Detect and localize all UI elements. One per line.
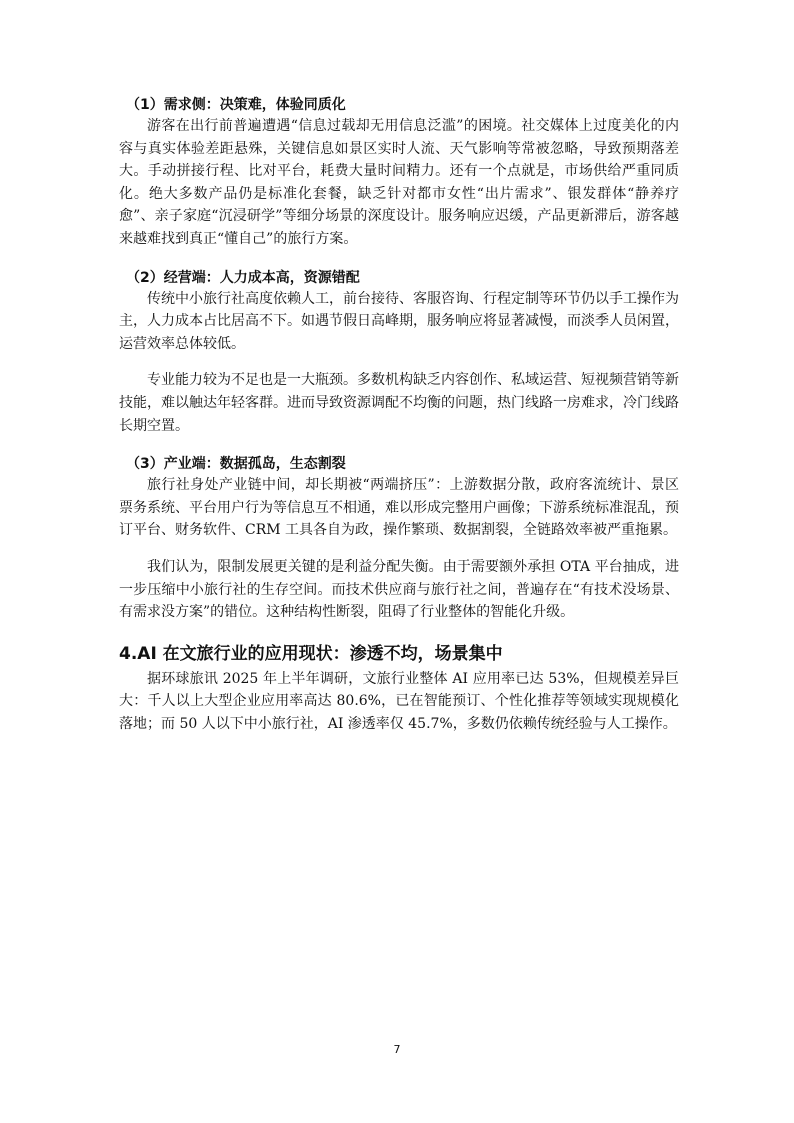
paragraph-industry-1: 旅行社身处产业链中间，却长期被“两端挤压”：上游数据分散，政府客流统计、景区票务系统、平台用户行为等信息互不相通，难以形成完整用户画像；下游系统标准混乱，预订平台、财务软件、CRM 工具各自为政，操作繁琐、数据割裂，全链路效率被严重拖累。	[119, 477, 679, 539]
paragraph-demand: 游客在出行前普遍遭遇“信息过载却无用信息泛滥”的困境。社交媒体上过度美化的内容与真实体验差距悬殊，关键信息如景区实时人流、天气影响等常被忽略，导致预期落差大。手动拼接行程、比对平台，耗费大量时间精力。还有一个点就是，市场供给严重同质化。绝大多数产品仍是标准化套餐，缺乏针对都市女性“出片需求”、银发群体“静养疗愈”、亲子家庭“沉浸研学”等细分场景的深度设计。服务响应迟缓，产品更新滞后，游客越来越难找到真正“懂自己”的旅行方案。	[119, 118, 679, 247]
spacer	[119, 251, 679, 269]
paragraph-industry-2: 我们认为，限制发展更关键的是利益分配失衡。由于需要额外承担 OTA 平台抽成，进一步压缩中小旅行社的生存空间。而技术供应商与旅行社之间，普遍存在“有技术没场景、有需求没方案”的错位。这种结构性断裂，阻碍了行业整体的智能化升级。	[119, 558, 679, 621]
spacer	[119, 624, 679, 642]
section-heading-operations: （2）经营端：人力成本高，资源错配	[126, 269, 360, 286]
section-heading-industry: （3）产业端：数据孤岛，生态割裂	[126, 456, 346, 473]
section-heading-demand: （1）需求侧：决策难，体验同质化	[126, 97, 346, 113]
spacer	[119, 542, 679, 556]
paragraph-ai-status: 据环球旅讯 2025 年上半年调研，文旅行业整体 AI 应用率已达 53%，但规模差异巨大：千人以上大型企业应用率高达 80.6%，已在智能预订、个性化推荐等领域实现规模化落地；而 50 人以下中小旅行社，AI 渗透率仅 45.7%，多数仍依赖传统经验与人工操作。	[119, 670, 679, 732]
section-heading-ai-status: 4.AI 在文旅行业的应用现状：渗透不均，场景集中	[119, 643, 503, 664]
page-number: 7	[393, 1043, 401, 1056]
paragraph-operations-1: 传统中小旅行社高度依赖人工，前台接待、客服咨询、行程定制等环节仍以手工操作为主，人力成本占比居高不下。如遇节假日高峰期，服务响应将显著减慢，而淡季人员闲置，运营效率总体较低。	[119, 290, 679, 352]
spacer	[119, 437, 679, 455]
paragraph-operations-2: 专业能力较为不足也是一大瓶颈。多数机构缺乏内容创作、私域运营、短视频营销等新技能，难以触达年轻客群。进而导致资源调配不均衡的问题，热门线路一房难求，冷门线路长期空置。	[119, 372, 679, 434]
document-body	[119, 96, 679, 735]
spacer	[119, 355, 679, 369]
